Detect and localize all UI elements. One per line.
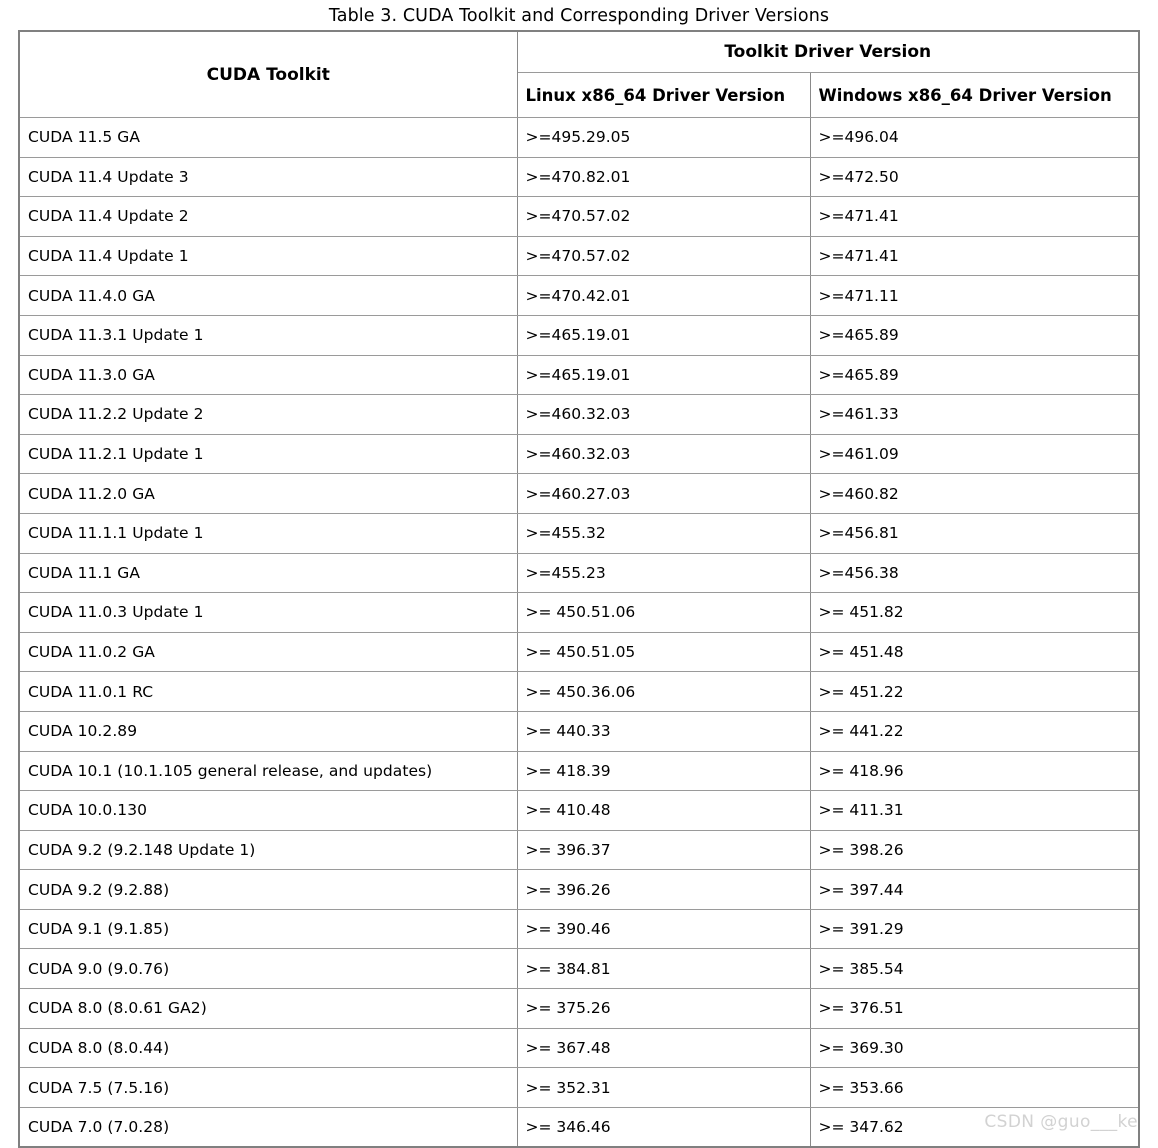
cell-windows: >= 353.66 bbox=[810, 1068, 1138, 1108]
cell-toolkit: CUDA 7.0 (7.0.28) bbox=[20, 1107, 517, 1146]
cell-windows: >=471.11 bbox=[810, 276, 1138, 316]
cell-windows: >=456.81 bbox=[810, 513, 1138, 553]
table-row bbox=[20, 355, 1138, 395]
cell-toolkit: CUDA 10.0.130 bbox=[20, 791, 517, 831]
cell-windows: >= 391.29 bbox=[810, 909, 1138, 949]
table-row bbox=[20, 1107, 1138, 1146]
cell-windows: >= 347.62 bbox=[818, 1118, 904, 1137]
cell-toolkit: CUDA 11.4 Update 1 bbox=[20, 236, 517, 276]
cell-linux: >= 450.51.06 bbox=[517, 593, 810, 633]
table-row bbox=[20, 513, 1138, 553]
cell-windows: >= 385.54 bbox=[810, 949, 1138, 989]
cell-windows: >= 451.48 bbox=[810, 632, 1138, 672]
cell-linux: >=455.23 bbox=[517, 553, 810, 593]
cell-linux: >=470.57.02 bbox=[517, 197, 810, 237]
table-container bbox=[18, 30, 1140, 1148]
cell-windows: >=472.50 bbox=[810, 157, 1138, 197]
cell-linux: >= 346.46 bbox=[517, 1107, 810, 1146]
cell-linux: >= 440.33 bbox=[517, 711, 810, 751]
cell-toolkit: CUDA 9.2 (9.2.88) bbox=[20, 870, 517, 910]
cuda-driver-version-table bbox=[20, 32, 1138, 1146]
cell-windows: >= 418.96 bbox=[810, 751, 1138, 791]
cell-windows: >=465.89 bbox=[810, 355, 1138, 395]
cell-toolkit: CUDA 11.2.2 Update 2 bbox=[20, 395, 517, 435]
cell-linux: >=465.19.01 bbox=[517, 355, 810, 395]
cell-toolkit: CUDA 11.4 Update 3 bbox=[20, 157, 517, 197]
header-row-primary bbox=[20, 32, 1138, 73]
cell-linux: >= 450.36.06 bbox=[517, 672, 810, 712]
cell-windows: >= 451.22 bbox=[810, 672, 1138, 712]
cell-toolkit: CUDA 11.2.0 GA bbox=[20, 474, 517, 514]
cell-windows: >= 369.30 bbox=[810, 1028, 1138, 1068]
cell-linux: >= 390.46 bbox=[517, 909, 810, 949]
cell-toolkit: CUDA 8.0 (8.0.61 GA2) bbox=[20, 989, 517, 1029]
table-row bbox=[20, 593, 1138, 633]
watermark: CSDN @guo___ke bbox=[984, 1112, 1138, 1132]
cell-toolkit: CUDA 11.3.1 Update 1 bbox=[20, 315, 517, 355]
table-row bbox=[20, 949, 1138, 989]
table-row bbox=[20, 1068, 1138, 1108]
cell-toolkit: CUDA 10.1 (10.1.105 general release, and updates) bbox=[20, 751, 517, 791]
table-row bbox=[20, 830, 1138, 870]
cell-linux: >= 367.48 bbox=[517, 1028, 810, 1068]
table-row bbox=[20, 989, 1138, 1029]
cell-linux: >= 375.26 bbox=[517, 989, 810, 1029]
cell-toolkit: CUDA 11.0.2 GA bbox=[20, 632, 517, 672]
table-row bbox=[20, 276, 1138, 316]
table-row bbox=[20, 553, 1138, 593]
cell-windows: >=461.33 bbox=[810, 395, 1138, 435]
cell-windows: >= 398.26 bbox=[810, 830, 1138, 870]
cell-linux: >=460.32.03 bbox=[517, 395, 810, 435]
cell-toolkit: CUDA 11.2.1 Update 1 bbox=[20, 434, 517, 474]
cell-windows: >=460.82 bbox=[810, 474, 1138, 514]
table-row bbox=[20, 157, 1138, 197]
cell-toolkit: CUDA 11.5 GA bbox=[20, 118, 517, 158]
cell-windows: >= 411.31 bbox=[810, 791, 1138, 831]
cell-linux: >= 396.26 bbox=[517, 870, 810, 910]
cell-toolkit: CUDA 11.1.1 Update 1 bbox=[20, 513, 517, 553]
table-row bbox=[20, 395, 1138, 435]
cell-toolkit: CUDA 11.1 GA bbox=[20, 553, 517, 593]
cell-toolkit: CUDA 11.4 Update 2 bbox=[20, 197, 517, 237]
table-row bbox=[20, 672, 1138, 712]
cell-linux: >= 418.39 bbox=[517, 751, 810, 791]
cell-windows: >= 397.44 bbox=[810, 870, 1138, 910]
cell-linux: >=465.19.01 bbox=[517, 315, 810, 355]
table-row bbox=[20, 791, 1138, 831]
cell-linux: >= 410.48 bbox=[517, 791, 810, 831]
cell-windows: >= 376.51 bbox=[810, 989, 1138, 1029]
table-row bbox=[20, 236, 1138, 276]
cell-linux: >= 450.51.05 bbox=[517, 632, 810, 672]
cell-linux: >=495.29.05 bbox=[517, 118, 810, 158]
table-row bbox=[20, 474, 1138, 514]
cell-windows: >=465.89 bbox=[810, 315, 1138, 355]
cell-linux: >=470.57.02 bbox=[517, 236, 810, 276]
table-row bbox=[20, 434, 1138, 474]
cell-windows: >=471.41 bbox=[810, 236, 1138, 276]
cell-linux: >= 396.37 bbox=[517, 830, 810, 870]
cell-linux: >=460.27.03 bbox=[517, 474, 810, 514]
cell-linux: >=470.42.01 bbox=[517, 276, 810, 316]
cell-windows: >=496.04 bbox=[810, 118, 1138, 158]
cell-toolkit: CUDA 11.0.3 Update 1 bbox=[20, 593, 517, 633]
table-caption: Table 3. CUDA Toolkit and Corresponding Driver Versions bbox=[328, 6, 830, 26]
cell-linux: >=455.32 bbox=[517, 513, 810, 553]
table-header bbox=[20, 32, 1138, 118]
table-row bbox=[20, 870, 1138, 910]
cell-windows: >=456.38 bbox=[810, 553, 1138, 593]
cell-toolkit: CUDA 7.5 (7.5.16) bbox=[20, 1068, 517, 1108]
cell-toolkit: CUDA 9.0 (9.0.76) bbox=[20, 949, 517, 989]
cell-windows: >= 441.22 bbox=[810, 711, 1138, 751]
cell-windows: >=461.09 bbox=[810, 434, 1138, 474]
table-row bbox=[20, 118, 1138, 158]
cell-toolkit: CUDA 10.2.89 bbox=[20, 711, 517, 751]
column-header-windows-driver-version: Windows x86_64 Driver Version bbox=[810, 73, 1138, 118]
table-row bbox=[20, 315, 1138, 355]
cell-linux: >=460.32.03 bbox=[517, 434, 810, 474]
table-row bbox=[20, 751, 1138, 791]
column-header-toolkit-driver-version: Toolkit Driver Version bbox=[517, 32, 1138, 73]
cell-toolkit: CUDA 9.2 (9.2.148 Update 1) bbox=[20, 830, 517, 870]
table-row bbox=[20, 1028, 1138, 1068]
column-header-cuda-toolkit: CUDA Toolkit bbox=[20, 32, 517, 118]
table-row bbox=[20, 909, 1138, 949]
table-row bbox=[20, 197, 1138, 237]
cell-toolkit: CUDA 8.0 (8.0.44) bbox=[20, 1028, 517, 1068]
cell-linux: >=470.82.01 bbox=[517, 157, 810, 197]
cell-toolkit: CUDA 9.1 (9.1.85) bbox=[20, 909, 517, 949]
table-row bbox=[20, 711, 1138, 751]
column-header-linux-driver-version: Linux x86_64 Driver Version bbox=[517, 73, 810, 118]
cell-linux: >= 384.81 bbox=[517, 949, 810, 989]
cell-toolkit: CUDA 11.0.1 RC bbox=[20, 672, 517, 712]
cell-linux: >= 352.31 bbox=[517, 1068, 810, 1108]
table-row bbox=[20, 632, 1138, 672]
cell-toolkit: CUDA 11.3.0 GA bbox=[20, 355, 517, 395]
cell-toolkit: CUDA 11.4.0 GA bbox=[20, 276, 517, 316]
cell-windows: >= 451.82 bbox=[810, 593, 1138, 633]
table-body bbox=[20, 118, 1138, 1147]
cell-windows: >=471.41 bbox=[810, 197, 1138, 237]
